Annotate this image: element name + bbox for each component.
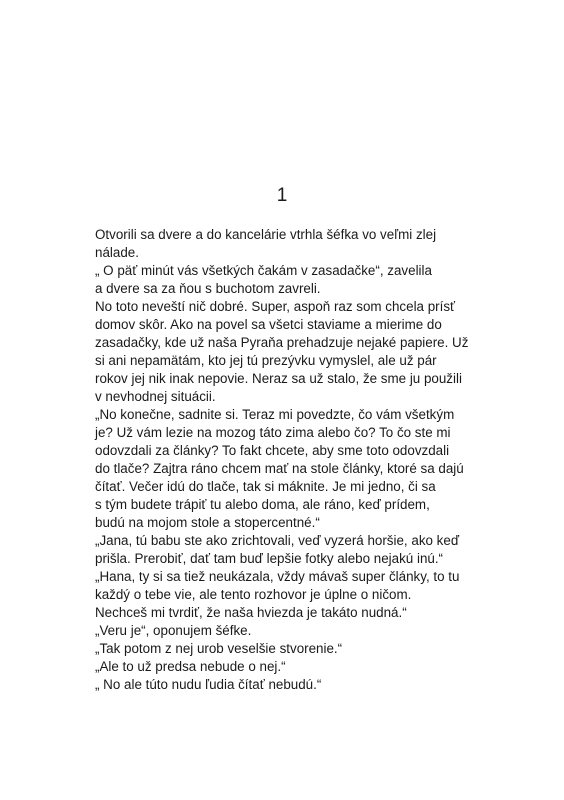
text-line: „Hana, ty si sa tiež neukázala, vždy mávaš super články, to tu — [95, 569, 460, 584]
text-line: „Veru je“, oponujem šéfke. — [95, 623, 252, 638]
text-line: v nevhodnej situácii. — [95, 389, 216, 404]
text-line: a dvere sa za ňou s buchotom zavreli. — [95, 281, 321, 296]
text-line: „Jana, tú babu ste ako zrichtovali, veď vyzerá horšie, ako keď — [95, 533, 460, 548]
text-line: čítať. Večer idú do tlače, tak si máknite. Je mi jedno, či sa — [95, 479, 436, 494]
text-line: No toto neveští nič dobré. Super, aspoň raz som chcela prísť — [95, 299, 456, 314]
text-line: „ No ale túto nudu ľudia čítať nebudú.“ — [95, 677, 322, 692]
text-line: prišla. Prerobiť, dať tam buď lepšie fotky alebo nejakú inú.“ — [95, 551, 444, 566]
text-line: „No konečne, sadnite si. Teraz mi povedzte, čo vám všetkým — [95, 407, 455, 422]
chapter-body — [95, 226, 495, 694]
text-line: s tým budete trápiť tu alebo doma, ale ráno, keď prídem, — [95, 497, 430, 512]
text-line: si ani nepamätám, kto jej tú prezývku vymyslel, ale už pár — [95, 353, 437, 368]
text-line: Nechceš mi tvrdiť, že naša hviezda je takáto nudná.“ — [95, 605, 407, 620]
text-line: odovzdali za články? To fakt chcete, aby sme toto odovzdali — [95, 443, 450, 458]
text-line: rokov jej nik inak nepovie. Neraz sa už stalo, že sme ju použili — [95, 371, 462, 386]
text-line: do tlače? Zajtra ráno chcem mať na stole články, ktoré sa dajú — [95, 461, 464, 476]
text-line: budú na mojom stole a stopercentné.“ — [95, 515, 320, 530]
text-line: „Tak potom z nej urob veselšie stvorenie.“ — [95, 641, 343, 656]
text-line: Otvorili sa dvere a do kancelárie vtrhla šéfka vo veľmi zlej — [95, 227, 437, 242]
text-line: každý o tebe vie, ale tento rozhovor je úplne o ničom. — [95, 587, 412, 602]
text-line: domov skôr. Ako na povel sa všetci staviame a mierime do — [95, 317, 442, 332]
text-line: „Ale to už predsa nebude o nej.“ — [95, 659, 286, 674]
text-line: je? Už vám lezie na mozog táto zima alebo čo? To čo ste mi — [95, 425, 451, 440]
text-line: nálade. — [95, 245, 139, 260]
text-line: „ O päť minút vás všetkých čakám v zasadačke“, zavelila — [95, 263, 432, 278]
chapter-number: 1 — [276, 185, 288, 206]
text-line: zasadačky, kde už naša Pyraňa prehadzuje nejaké papiere. Už — [95, 335, 469, 350]
